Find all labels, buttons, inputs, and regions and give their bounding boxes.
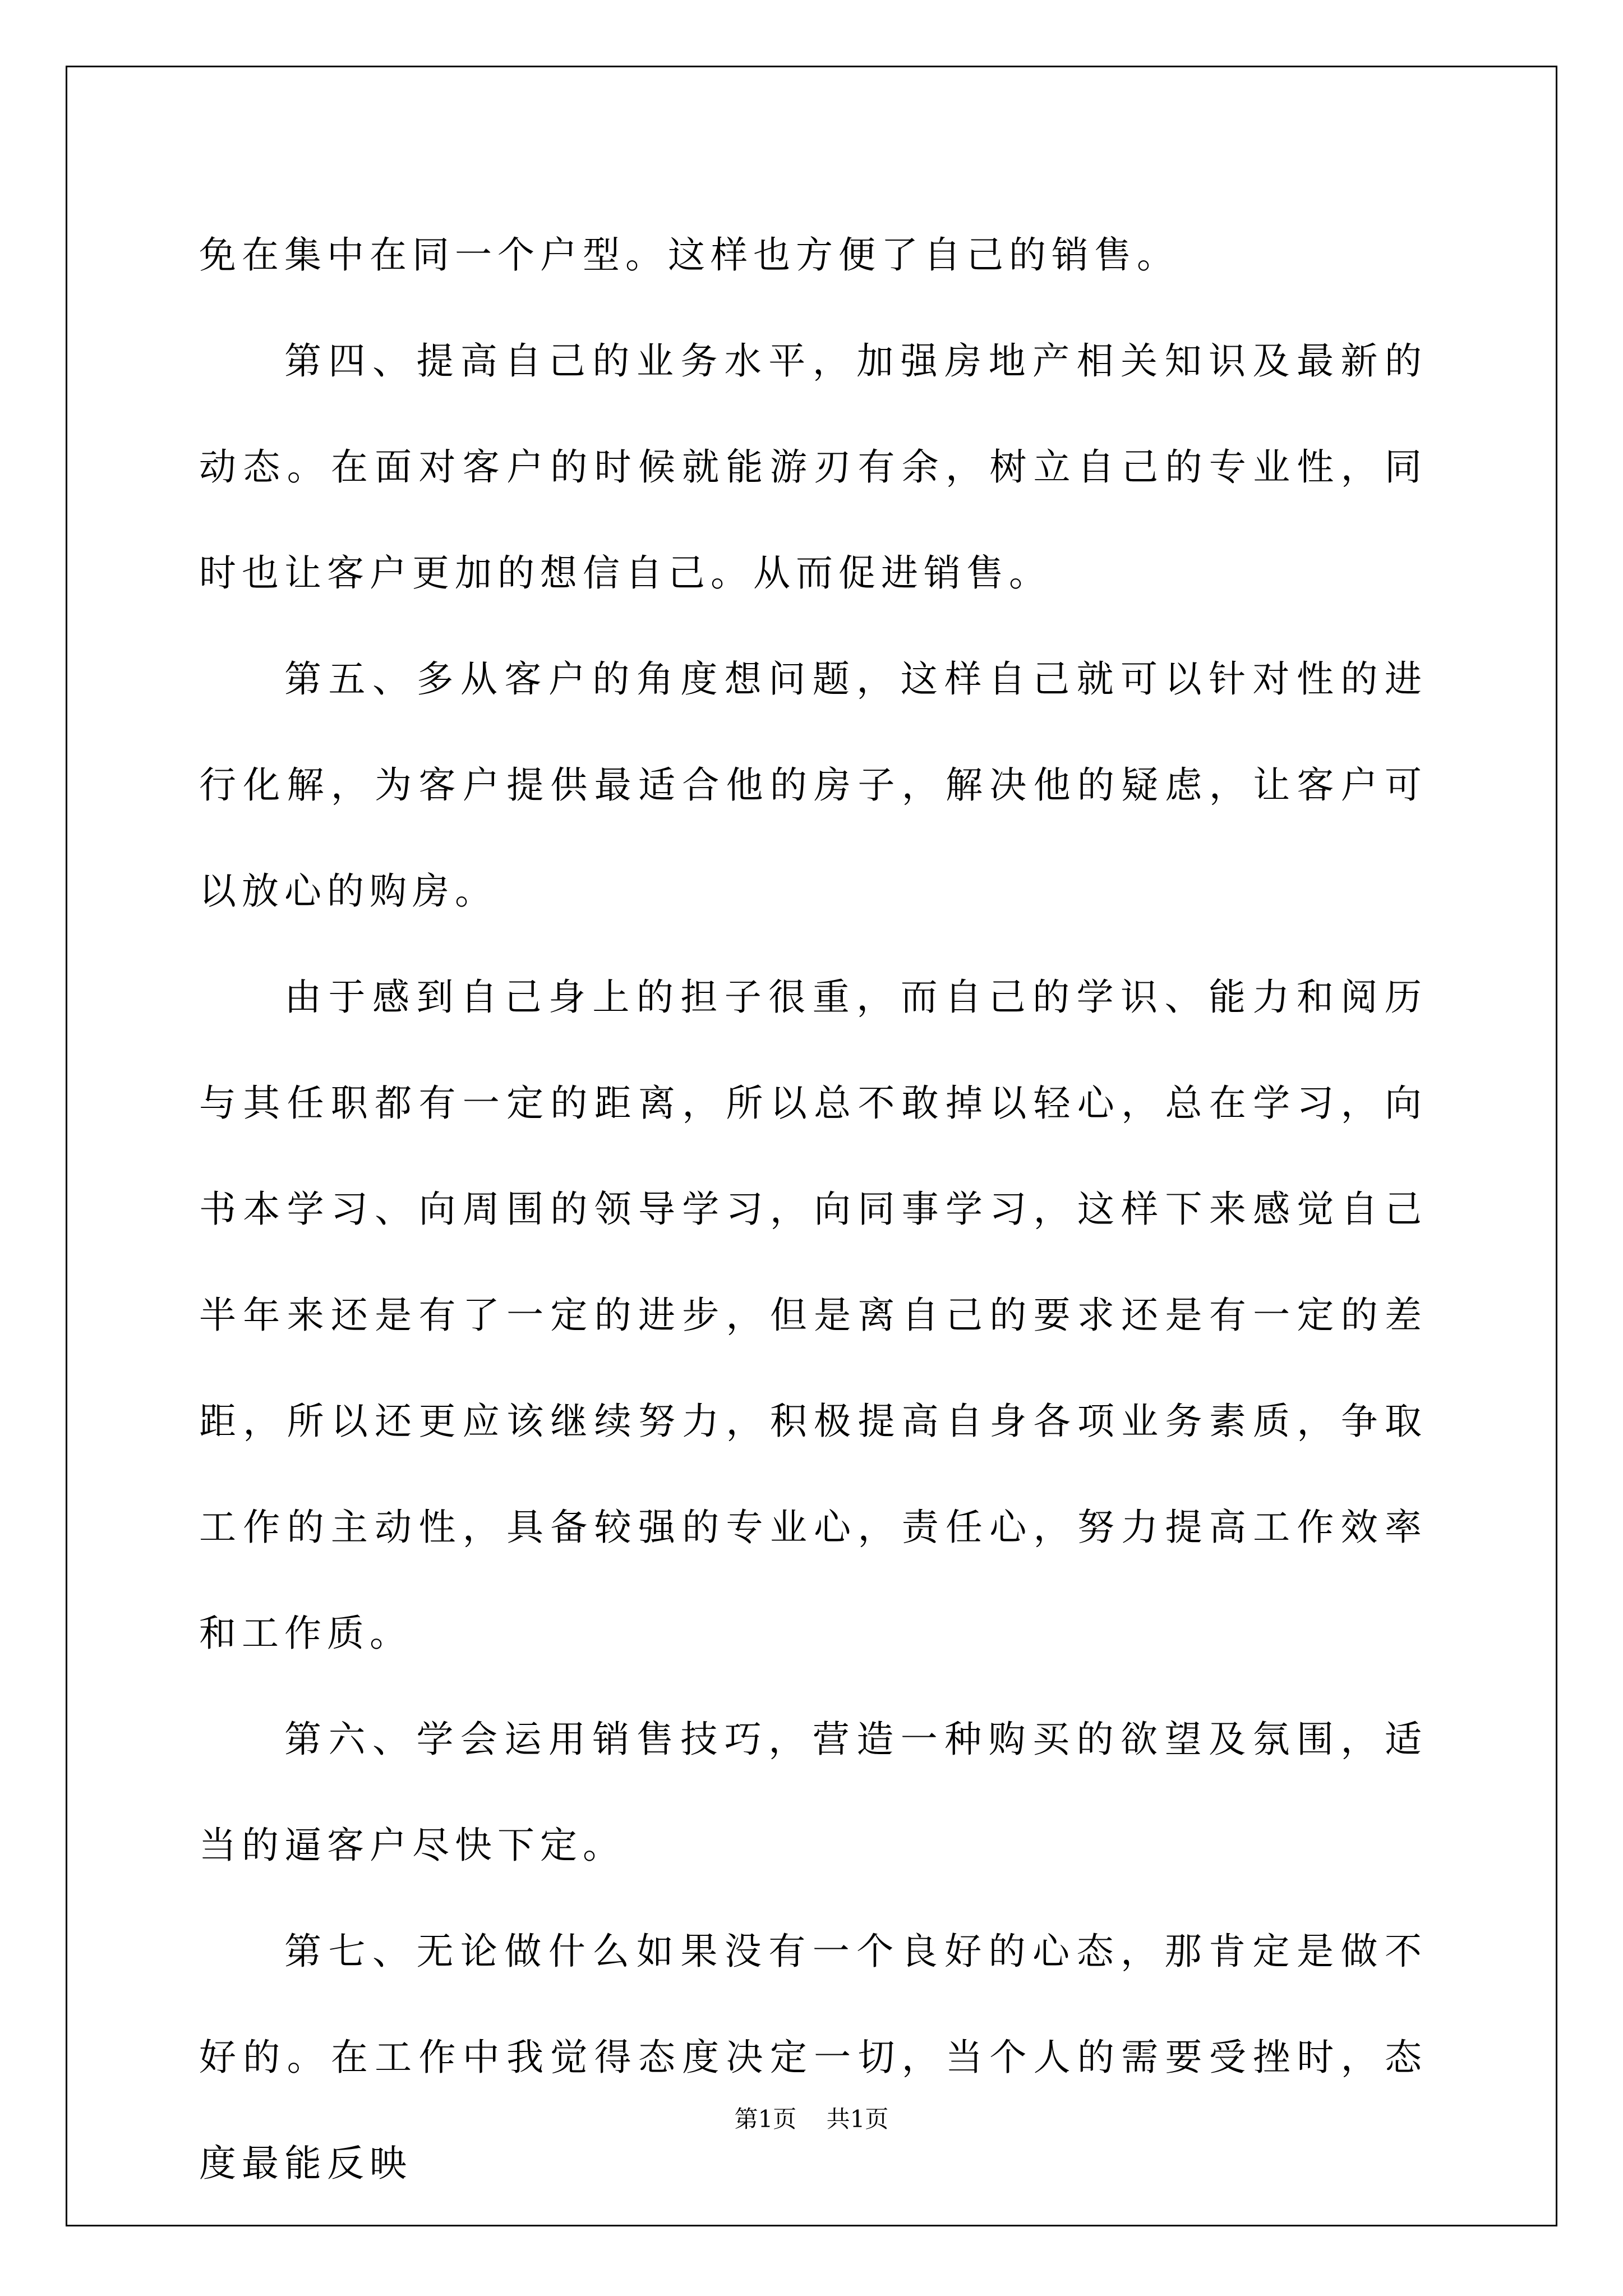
page-total: 共1页	[826, 2105, 889, 2133]
page-number: 第1页	[734, 2105, 797, 2133]
paragraph-1: 免在集中在同一个户型。这样也方便了自己的销售。	[199, 233, 1179, 277]
document-body	[199, 202, 1427, 2216]
paragraph-3: 第五、多从客户的角度想问题，这样自己就可以针对性的进行化解，为客户提供最适合他的房子，解决他的疑虑，让客户可以放心的购房。	[199, 657, 1427, 913]
paragraph-5: 第六、学会运用销售技巧，营造一种购买的欲望及氛围，适当的逼客户尽快下定。	[199, 1718, 1427, 1867]
paragraph-2: 第四、提高自己的业务水平，加强房地产相关知识及最新的动态。在面对客户的时候就能游刃有余，树立自己的专业性，同时也让客户更加的想信自己。从而促进销售。	[199, 339, 1427, 595]
page-footer	[0, 2101, 1623, 2134]
paragraph-4: 由于感到自己身上的担子很重，而自己的学识、能力和阅历与其任职都有一定的距离，所以总不敢掉以轻心，总在学习，向书本学习、向周围的领导学习，向同事学习，这样下来感觉自己半年来还是有了一定的进步，但是离自己的要求还是有一定的差距，所以还更应该继续努力，积极提高自身各项业务素质，争取工作的主动性，具备较强的专业心，责任心，努力提高工作效率和工作质。	[199, 976, 1427, 1655]
paragraph-6: 第七、无论做什么如果没有一个良好的心态，那肯定是做不好的。在工作中我觉得态度决定一切，当个人的需要受挫时，态度最能反映	[199, 1930, 1427, 2185]
